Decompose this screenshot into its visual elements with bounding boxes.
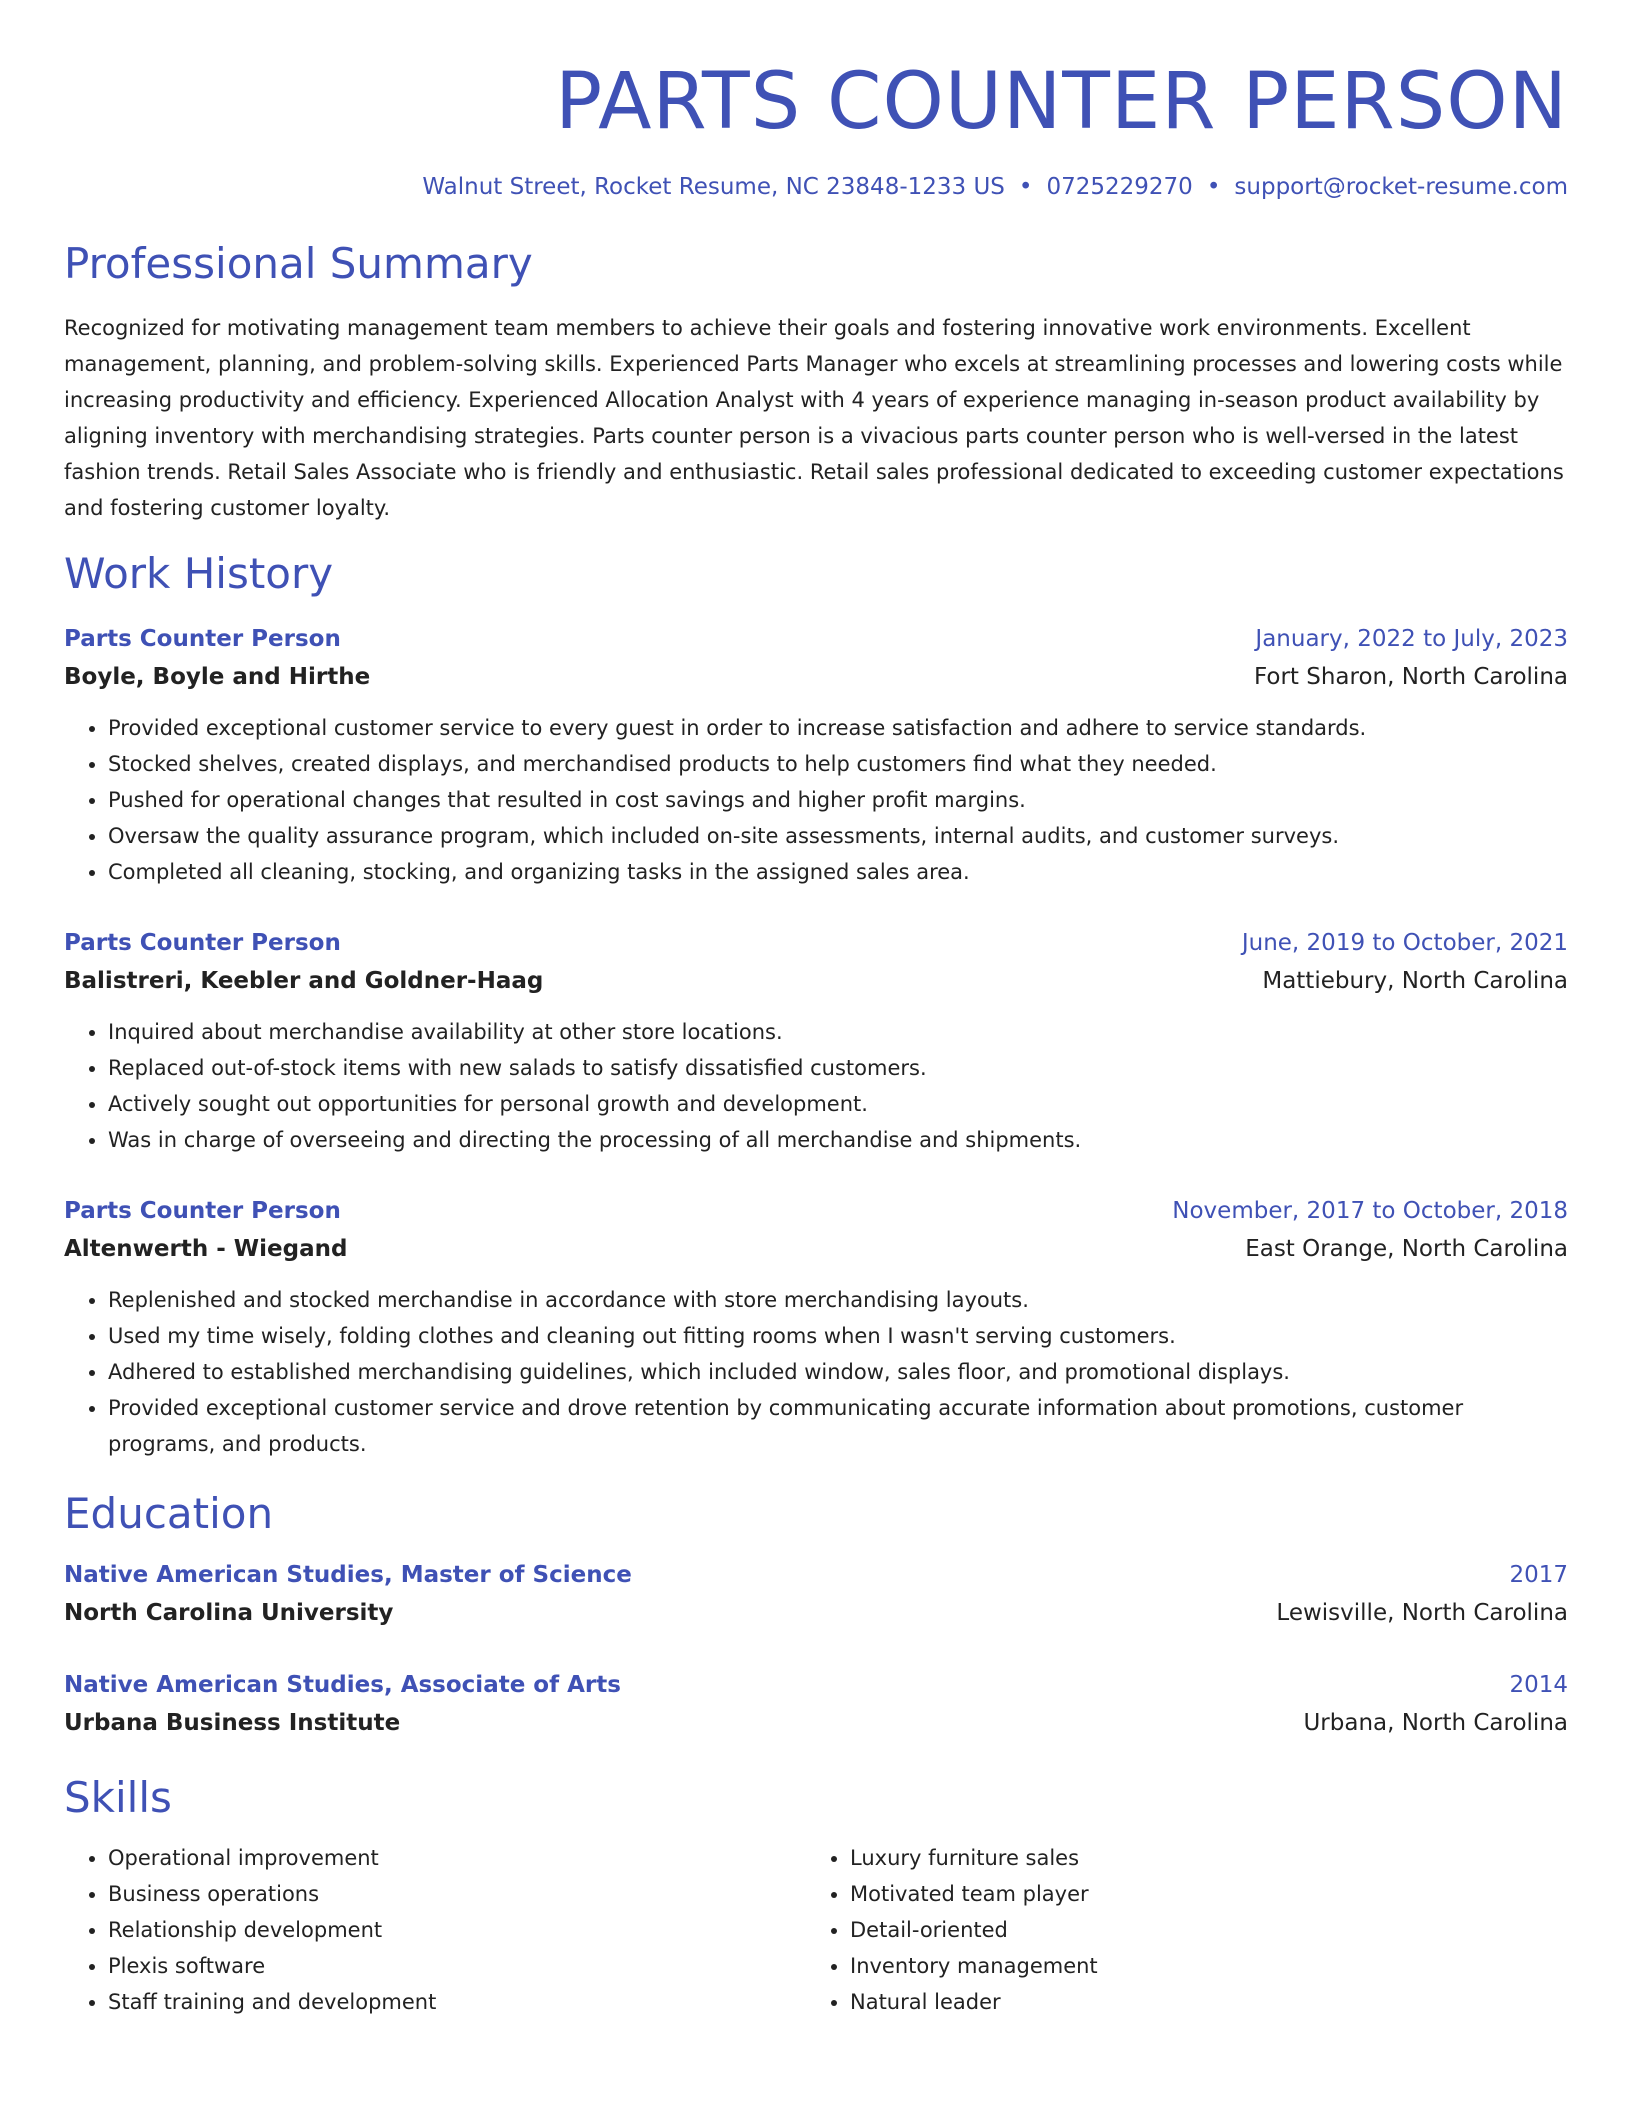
education-year: 2014 [1509,1672,1568,1698]
list-item: • Replenished and stocked merchandise in accordance with store merchandising layouts. [108,1282,1568,1318]
skill-item: • Staff training and development [108,1984,806,2020]
job-role: Parts Counter Person [64,626,341,652]
section-title-education: Education [64,1489,274,1538]
skill-item: • Luxury furniture sales [850,1840,1548,1876]
contact-line [64,172,1568,202]
skill-item: • Inventory management [850,1948,1548,1984]
job-entry [64,620,1568,890]
job-company: Balistreri, Keebler and Goldner-Haag [64,968,544,994]
list-item: • Stocked shelves, created displays, and merchandised products to help customers find what they needed. [108,746,1568,782]
list-item: • Oversaw the quality assurance program, which included on-site assessments, internal audits, and customer surveys. [108,818,1568,854]
list-item: • Replaced out-of-stock items with new salads to satisfy dissatisfied customers. [108,1050,1568,1086]
skill-item: • Operational improvement [108,1840,806,1876]
education-entry [64,1556,1568,1632]
contact-phone: 0725229270 [1046,174,1193,200]
contact-email: support@rocket-resume.com [1234,174,1568,200]
skill-item: • Relationship development [108,1912,806,1948]
education-location: Urbana, North Carolina [1303,1710,1568,1736]
candidate-name: PARTS COUNTER PERSON [555,57,1568,147]
list-item: • Provided exceptional customer service to every guest in order to increase satisfaction and adhere to service standards. [108,710,1568,746]
education-entry [64,1666,1568,1742]
job-entry [64,924,1568,1158]
summary-text: Recognized for motivating management team members to achieve their goals and fostering innovative work environments. Excellent management, planning, and problem-solving skills. Experienced Parts Manager who excels at streamlining processes and lowering costs while increasing productivity and efficiency. Experienced Allocation Analyst with 4 years of experience managing in-season product availability by aligning inventory with merchandising strategies. Parts counter person is a vivacious parts counter person who is well-versed in the latest fashion trends. Retail Sales Associate who is friendly and enthusiastic. Retail sales professional dedicated to exceeding customer expectations and fostering customer loyalty. [64,316,1564,520]
job-location: Fort Sharon, North Carolina [1253,664,1568,690]
list-item: • Pushed for operational changes that resulted in cost savings and higher profit margins. [108,782,1568,818]
job-dates: June, 2019 to October, 2021 [1241,930,1568,956]
skills-list [64,1840,1568,2020]
job-location: Mattiebury, North Carolina [1262,968,1568,994]
list-item: • Was in charge of overseeing and directing the processing of all merchandise and shipments. [108,1122,1568,1158]
skill-item: • Business operations [108,1876,806,1912]
education-year: 2017 [1509,1562,1568,1588]
list-item: • Used my time wisely, folding clothes and cleaning out fitting rooms when I wasn't serving customers. [108,1318,1568,1354]
section-title-skills: Skills [64,1773,172,1822]
job-dates: January, 2022 to July, 2023 [1255,626,1568,652]
skill-item: • Motivated team player [850,1876,1548,1912]
contact-address: Walnut Street, Rocket Resume, NC 23848-1233 US [422,174,1005,200]
list-item: • Actively sought out opportunities for personal growth and development. [108,1086,1568,1122]
job-company: Boyle, Boyle and Hirthe [64,664,371,690]
job-dates: November, 2017 to October, 2018 [1172,1198,1568,1224]
education-degree: Native American Studies, Master of Science [64,1562,632,1588]
education-school: Urbana Business Institute [64,1710,401,1736]
skill-item: • Detail-oriented [850,1912,1548,1948]
education-location: Lewisville, North Carolina [1276,1600,1568,1626]
skills-column-left [64,1840,806,2020]
job-bullets [64,1014,1568,1158]
skills-column-right [806,1840,1548,2020]
list-item: • Adhered to established merchandising guidelines, which included window, sales floor, and promotional displays. [108,1354,1568,1390]
skill-item: • Plexis software [108,1948,806,1984]
job-bullets [64,710,1568,890]
job-bullets [64,1282,1568,1462]
contact-separator: • [1206,174,1221,200]
job-location: East Orange, North Carolina [1245,1236,1568,1262]
section-title-summary: Professional Summary [64,239,533,288]
resume-page [64,0,1568,2020]
list-item: • Inquired about merchandise availability at other store locations. [108,1014,1568,1050]
job-role: Parts Counter Person [64,1198,341,1224]
section-title-work-history: Work History [64,549,334,598]
skill-item: • Natural leader [850,1984,1548,2020]
job-company: Altenwerth - Wiegand [64,1236,348,1262]
education-school: North Carolina University [64,1600,394,1626]
list-item: • Completed all cleaning, stocking, and organizing tasks in the assigned sales area. [108,854,1568,890]
contact-separator: • [1018,174,1033,200]
list-item: • Provided exceptional customer service and drove retention by communicating accurate information about promotions, customer programs, and products. [108,1390,1568,1462]
job-entry [64,1192,1568,1462]
education-degree: Native American Studies, Associate of Arts [64,1672,621,1698]
job-role: Parts Counter Person [64,930,341,956]
